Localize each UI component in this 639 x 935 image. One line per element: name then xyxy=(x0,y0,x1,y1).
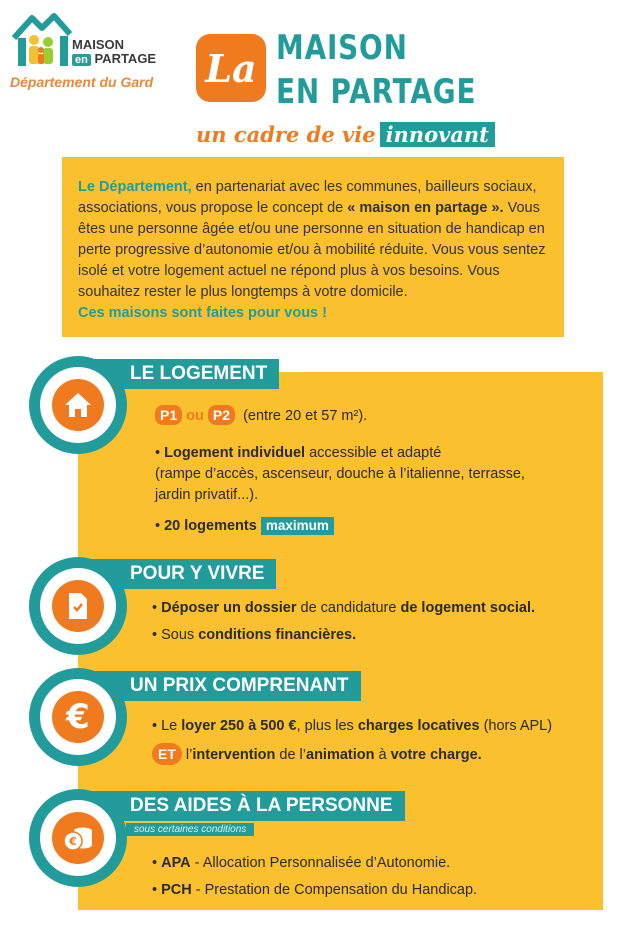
logement-typology xyxy=(155,405,367,427)
vivre-badge xyxy=(29,557,127,655)
logement-features-1: (rampe d’accès, ascenseur, douche à l’italienne, terrasse, xyxy=(155,466,525,482)
prix-votre-charge: votre charge. xyxy=(390,747,482,763)
vivre-conditions: conditions financières. xyxy=(198,627,357,643)
p1-badge: P1 xyxy=(155,405,182,425)
aides-subnote: sous certaines conditions xyxy=(126,823,254,836)
pch-description: - Prestation de Compensation du Handicap. xyxy=(191,882,478,898)
apa-description: - Allocation Personnalisée d’Autonomie. xyxy=(190,855,451,871)
logement-accessible: accessible et adapté xyxy=(305,445,442,461)
prix-a: à xyxy=(374,747,391,763)
surface-text: (entre 20 et 57 m²). xyxy=(243,408,368,424)
ou-text: ou xyxy=(186,408,204,424)
prix-loyer: loyer 250 à 500 € xyxy=(181,718,297,734)
logement-features-2: jardin privatif...). xyxy=(155,487,259,503)
heading-vivre: POUR Y VIVRE xyxy=(70,559,276,589)
tagline xyxy=(196,122,495,147)
intro-closing: Ces maisons sont faites pour vous ! xyxy=(78,305,327,321)
svg-text:€: € xyxy=(69,835,77,848)
coins-icon xyxy=(52,812,104,864)
prix-plus: , plus les xyxy=(296,718,358,734)
logement-individuel: Logement individuel xyxy=(164,445,306,461)
aides-bullet-apa: • APA - Allocation Personnalisée d’Autonomie. xyxy=(152,855,451,871)
logement-bullet-2: • 20 logements maximum xyxy=(155,516,334,537)
tagline-highlight: innovant xyxy=(380,122,495,147)
document-check-icon xyxy=(52,580,104,632)
prix-hors-apl: (hors APL) xyxy=(479,718,553,734)
logement-count: 20 logements xyxy=(164,518,257,534)
house-icon xyxy=(52,379,104,431)
prix-le: Le xyxy=(161,718,182,734)
heading-aides: DES AIDES À LA PERSONNE xyxy=(70,791,405,821)
prix-l: l’ xyxy=(181,747,193,763)
logement-bullet-1: • Logement individuel accessible et adapté (rampe d’accès, ascenseur, douche à l’italienne, terrasse, jardin privatif...). xyxy=(155,445,525,503)
prix-bullet-2 xyxy=(152,743,482,766)
logement-badge xyxy=(29,356,127,454)
aides-badge xyxy=(29,789,127,887)
logo-en: en xyxy=(72,54,91,66)
vivre-logement-social: de logement social. xyxy=(400,600,536,616)
intro-dept: Le Département, xyxy=(78,179,192,195)
heading-logement: LE LOGEMENT xyxy=(70,359,279,389)
intro-text-2: Vous êtes une personne âgée et/ou une personne en situation de handicap en perte progressive d’autonomie et/ou à mobilité réduite. Vous vous sentez isolé et votre logement actuel ne répond plus à vos besoins. Vous souhaitez rester le plus longtemps à votre domicile. xyxy=(78,200,546,300)
prix-charges: charges locatives xyxy=(357,718,480,734)
intro-text-1: en partenariat avec les communes, bailleurs sociaux, associations, vous propose le concept de xyxy=(78,179,537,216)
logo-line2: PARTAGE xyxy=(94,51,157,66)
prix-de-l: de l’ xyxy=(275,747,306,763)
house-family-icon xyxy=(10,8,72,70)
logo-department: Département du Gard xyxy=(10,74,154,90)
prix-badge xyxy=(29,668,127,766)
apa-label: APA xyxy=(161,855,191,871)
logo-line1: MAISON xyxy=(72,37,124,52)
maximum-mark: maximum xyxy=(261,517,334,535)
heading-prix: UN PRIX COMPRENANT xyxy=(70,671,361,701)
aides-bullet-pch: • PCH - Prestation de Compensation du Handicap. xyxy=(152,882,478,898)
title-line1: MAISON xyxy=(276,28,408,68)
p2-badge: P2 xyxy=(208,405,235,425)
prix-intervention: intervention xyxy=(192,747,276,763)
prix-bullet-1: • Le loyer 250 à 500 €, plus les charges locatives (hors APL) xyxy=(152,718,553,734)
prix-animation: animation xyxy=(306,747,375,763)
maison-en-partage-logo xyxy=(10,8,180,90)
la-badge: La xyxy=(196,34,266,102)
intro-box xyxy=(62,157,564,337)
vivre-candidature: de candidature xyxy=(296,600,401,616)
tagline-text: un cadre de vie xyxy=(196,122,376,147)
logo-wordmark xyxy=(72,38,156,67)
pch-label: PCH xyxy=(161,882,192,898)
intro-concept: « maison en partage ». xyxy=(347,200,504,216)
vivre-bullet-2: • Sous conditions financières. xyxy=(152,627,357,643)
title-line2: EN PARTAGE xyxy=(276,72,477,112)
et-badge: ET xyxy=(152,743,182,765)
vivre-dossier: Déposer un dossier xyxy=(161,600,297,616)
vivre-sous: Sous xyxy=(161,627,199,643)
vivre-bullet-1: • Déposer un dossier de candidature de logement social. xyxy=(152,600,536,616)
euro-icon: € xyxy=(52,691,104,743)
